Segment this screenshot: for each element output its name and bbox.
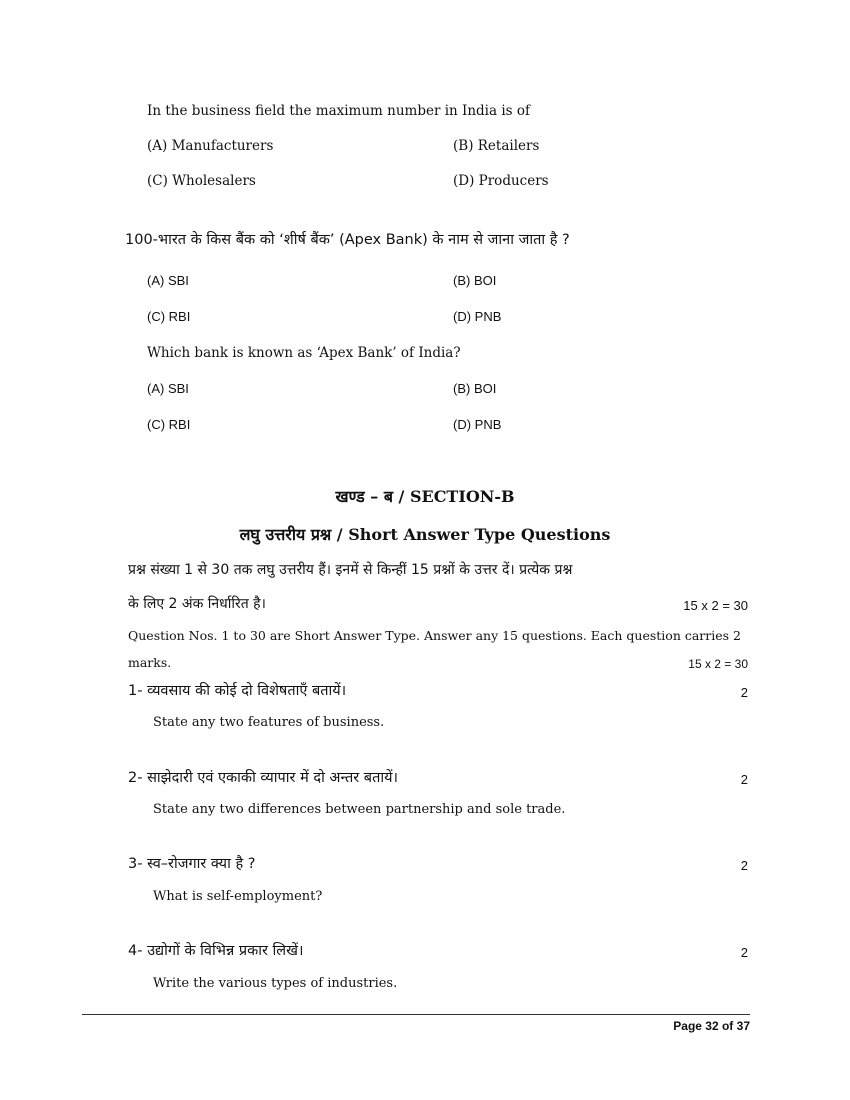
section-title: खण्ड – ब / SECTION-B bbox=[335, 487, 515, 506]
question-2-marks: 2 bbox=[740, 772, 748, 787]
marks-english: 15 x 2 = 30 bbox=[688, 657, 748, 671]
question-4-hindi: 4- उद्योगों के विभिन्न प्रकार लिखें। bbox=[128, 943, 304, 959]
instructions-english-line2: marks. bbox=[128, 655, 172, 670]
instructions-hindi-line1: प्रश्न संख्या 1 से 30 तक लघु उत्तरीय हैं। इनमें से किन्हीं 15 प्रश्नों के उत्तर दें। प्रत्येक प्रश्न bbox=[128, 562, 573, 578]
question-1-marks: 2 bbox=[740, 685, 748, 700]
instructions-hindi-line2: के लिए 2 अंक निर्धारित है। bbox=[128, 596, 266, 612]
instructions-english-line1: Question Nos. 1 to 30 are Short Answer Type. Answer any 15 questions. Each question carries 2 bbox=[128, 628, 741, 643]
question-100-english: Which bank is known as ‘Apex Bank’ of India? bbox=[147, 345, 461, 361]
option-b: (B) Retailers bbox=[453, 138, 540, 154]
question-3-english: What is self-employment? bbox=[153, 889, 323, 904]
option-a: (A) Manufacturers bbox=[147, 138, 274, 154]
question-99-text: In the business field the maximum number in India is of bbox=[147, 103, 531, 119]
footer-divider bbox=[82, 1014, 750, 1015]
question-3-hindi: 3- स्व–रोजगार क्या है ? bbox=[128, 856, 256, 872]
question-1-hindi: 1- व्यवसाय की कोई दो विशेषताएँ बतायें। bbox=[128, 683, 347, 699]
question-4-marks: 2 bbox=[740, 945, 748, 960]
option-b: (B) BOI bbox=[453, 381, 497, 396]
option-d: (D) PNB bbox=[453, 309, 502, 324]
question-2-hindi: 2- साझेदारी एवं एकाकी व्यापार में दो अन्तर बतायें। bbox=[128, 770, 398, 786]
question-100-hindi: 100-भारत के किस बैंक को ‘शीर्ष बैंक’ (Apex Bank) के नाम से जाना जाता है ? bbox=[125, 232, 570, 248]
question-1-english: State any two features of business. bbox=[153, 715, 385, 730]
option-c: (C) RBI bbox=[147, 309, 191, 324]
marks-hindi: 15 x 2 = 30 bbox=[683, 598, 748, 613]
option-c: (C) RBI bbox=[147, 417, 191, 432]
question-4-english: Write the various types of industries. bbox=[153, 976, 398, 991]
page-number: Page 32 of 37 bbox=[673, 1019, 750, 1033]
option-d: (D) Producers bbox=[453, 173, 549, 189]
option-c: (C) Wholesalers bbox=[147, 173, 256, 189]
section-subtitle: लघु उत्तरीय प्रश्न / Short Answer Type Questions bbox=[239, 525, 611, 544]
question-2-english: State any two differences between partnership and sole trade. bbox=[153, 802, 566, 817]
question-3-marks: 2 bbox=[740, 858, 748, 873]
option-d: (D) PNB bbox=[453, 417, 502, 432]
option-a: (A) SBI bbox=[147, 381, 189, 396]
option-b: (B) BOI bbox=[453, 273, 497, 288]
option-a: (A) SBI bbox=[147, 273, 189, 288]
